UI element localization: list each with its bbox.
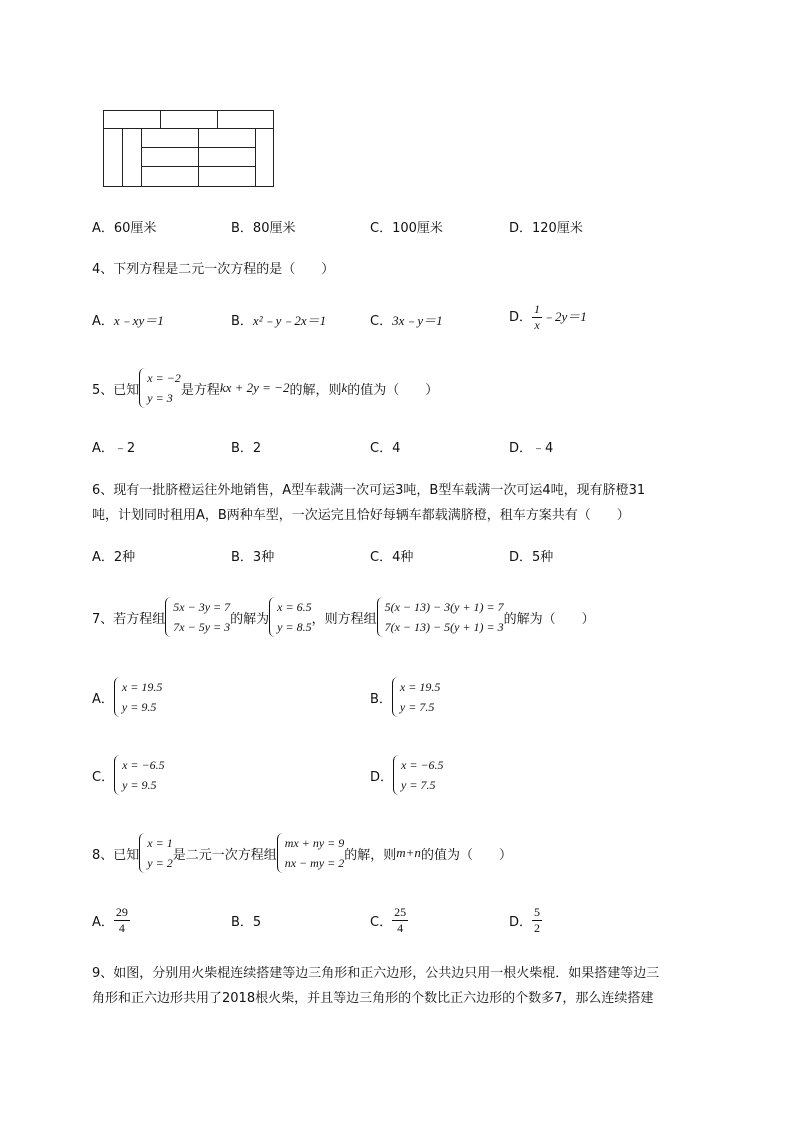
q4-option-b[interactable] (231, 311, 326, 332)
q5-option-c[interactable]: C．4 (370, 441, 401, 456)
q5-suffix2: 的值为（ ） (347, 382, 439, 398)
q8-equation-system (277, 833, 345, 873)
q5-prefix: 5、已知 (92, 382, 140, 398)
q8-sys-row1: mx + ny = 9 (284, 836, 345, 850)
rectangle-figure (0, 0, 794, 200)
q4-option-d-denominator: x (534, 318, 540, 332)
q7-option-a-row1: x = 19.5 (121, 680, 163, 694)
q9-stem-line1: 9、如图，分别用火柴棍连续搭建等边三角形和正六边形，公共边只用一根火柴棍．如果搭建等边三 (92, 966, 660, 981)
q4-option-c[interactable] (370, 311, 443, 332)
q4-option-a-label: A． (92, 314, 114, 329)
q4-option-d-fraction (532, 302, 542, 333)
q4-option-d[interactable] (509, 302, 587, 333)
q8-mid: 是二元一次方程组 (172, 847, 277, 863)
q8-option-a-numerator: 29 (115, 905, 128, 919)
q8-option-c-fraction (392, 905, 408, 936)
q7-suffix: 的解为（ ） (503, 611, 595, 627)
q5-stem (92, 368, 438, 408)
q8-option-a-label: A． (92, 915, 114, 930)
q7-option-c-row2: y = 9.5 (122, 778, 157, 792)
q8-sol-row1: x = 1 (147, 836, 173, 850)
q5-option-a[interactable]: A．﹣2 (92, 441, 136, 456)
q3-option-c[interactable]: C．100厘米 (370, 221, 443, 236)
q5-solution-system (139, 368, 181, 408)
q7-option-c-system (114, 755, 165, 795)
q8-suffix1: 的解，则 (344, 847, 397, 863)
q4-option-a[interactable] (92, 311, 164, 332)
q7-option-a-label: A． (92, 691, 114, 707)
q8-solution-system (139, 833, 172, 873)
q7-option-b[interactable] (370, 677, 440, 717)
q7-option-d-label: D． (370, 769, 394, 785)
q4-option-d-equation: ﹣2y＝1 (542, 309, 587, 324)
q7-option-d[interactable] (370, 755, 444, 795)
q9-stem-line2: 角形和正六边形共用了2018根火柴，并且等边三角形的个数比正六边形的个数多7，那么连续搭建 (92, 991, 654, 1006)
q7-mid2: ，则方程组 (311, 611, 377, 627)
q5-sys-row2: y = 3 (147, 391, 173, 405)
q7-sol-row1: x = 6.5 (277, 600, 312, 614)
q7-option-d-system (393, 755, 444, 795)
q4-option-b-equation: x²﹣y﹣2x＝1 (252, 313, 327, 328)
q8-sol-row2: y = 2 (147, 856, 173, 870)
q7-option-a-row2: y = 9.5 (121, 700, 157, 714)
q6-option-a[interactable]: A．2种 (92, 550, 136, 565)
q4-option-c-equation: 3x﹣y＝1 (392, 313, 443, 328)
q8-option-d-label: D． (509, 915, 533, 930)
q8-option-c-numerator: 25 (394, 905, 407, 919)
q8-option-d-denominator: 2 (534, 921, 541, 935)
q7-option-b-row1: x = 19.5 (399, 680, 441, 694)
q7-option-d-row1: x = −6.5 (401, 758, 444, 772)
q6-option-b[interactable]: B．3种 (231, 550, 275, 565)
q7-sys2-row1: 5(x − 13) − 3(y + 1) = 7 (384, 600, 504, 614)
q7-sys2-row2: 7(x − 13) − 5(y + 1) = 3 (384, 620, 504, 634)
q5-mid: 是方程 (180, 382, 220, 398)
q7-sol-row2: y = 8.5 (277, 620, 312, 634)
q8-option-d-numerator: 5 (534, 905, 541, 919)
q8-option-c-denominator: 4 (397, 921, 404, 935)
q7-solution (269, 597, 311, 637)
q7-option-b-label: B． (370, 691, 392, 707)
q7-prefix: 7、若方程组 (92, 611, 166, 627)
q7-option-a[interactable] (92, 677, 162, 717)
q7-system2 (377, 597, 504, 637)
q8-prefix: 8、已知 (92, 847, 140, 863)
q3-option-b[interactable]: B．80厘米 (231, 221, 296, 236)
q7-sys1-row2: 7x − 5y = 3 (173, 620, 231, 634)
q4-option-a-equation: x﹣xy＝1 (113, 313, 164, 328)
q4-option-d-numerator: 1 (534, 302, 541, 316)
q8-option-b[interactable]: B．5 (231, 915, 262, 930)
q4-option-b-label: B． (231, 314, 253, 329)
q6-option-d[interactable]: D．5种 (509, 550, 554, 565)
q7-option-b-system (392, 677, 440, 717)
q7-option-c[interactable] (92, 755, 165, 795)
q5-option-b[interactable]: B．2 (231, 441, 262, 456)
q8-option-a[interactable] (92, 905, 130, 936)
q7-option-c-row1: x = −6.5 (122, 758, 165, 772)
q5-sys-row1: x = −2 (147, 371, 181, 385)
q7-option-b-row2: y = 7.5 (399, 700, 435, 714)
q8-stem (92, 833, 512, 873)
q8-suffix2: 的值为（ ） (420, 847, 512, 863)
q6-option-c[interactable]: C．4种 (370, 550, 414, 565)
q7-system1 (165, 597, 230, 637)
q7-sys1-row1: 5x − 3y = 7 (173, 600, 231, 614)
q8-sys-row2: nx − my = 2 (284, 856, 345, 870)
q5-suffix1: 的解，则 (289, 382, 342, 398)
q7-mid1: 的解为 (230, 611, 270, 627)
q8-option-c[interactable] (370, 905, 408, 936)
q4-stem: 4、下列方程是二元一次方程的是（ ） (92, 262, 335, 277)
q5-option-d[interactable]: D．﹣4 (509, 441, 554, 456)
q6-stem-line1: 6、现有一批脐橙运往外地销售，A型车载满一次可运3吨，B型车载满一次可运4吨，现有脐橙31 (92, 483, 646, 498)
q7-option-d-row2: y = 7.5 (401, 778, 436, 792)
q8-option-d-fraction (532, 905, 542, 936)
q3-option-d[interactable]: D．120厘米 (509, 221, 583, 236)
q8-option-a-denominator: 4 (118, 921, 125, 935)
q8-option-c-label: C． (370, 915, 393, 930)
q5-k: k (341, 380, 348, 395)
q3-option-a[interactable]: A．60厘米 (92, 221, 157, 236)
q8-option-a-fraction (114, 905, 130, 936)
q7-stem (92, 597, 595, 637)
q8-option-d[interactable] (509, 905, 542, 936)
q4-option-c-label: C． (370, 314, 393, 329)
q5-equation: kx + 2y = −2 (219, 380, 290, 395)
q7-option-c-label: C． (92, 769, 115, 785)
q4-option-d-label: D． (509, 310, 533, 325)
q7-option-a-system (114, 677, 162, 717)
q8-m-plus-n: m+n (396, 845, 421, 860)
q6-stem-line2: 吨，计划同时租用A，B两种车型，一次运完且恰好每辆车都载满脐橙，租车方案共有（ ） (92, 508, 630, 523)
